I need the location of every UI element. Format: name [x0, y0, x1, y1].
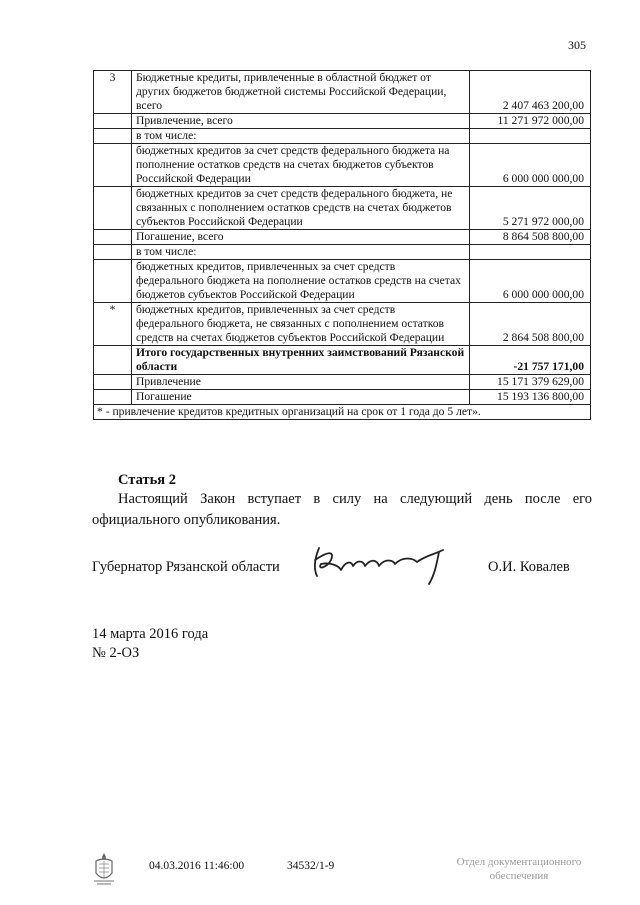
- row-amount: 11 271 972 000,00: [470, 114, 591, 129]
- row-amount: 6 000 000 000,00: [470, 260, 591, 303]
- law-date: [92, 625, 208, 663]
- row-name: в том числе:: [132, 129, 470, 144]
- signatory-title: Губернатор Рязанской области: [92, 559, 280, 575]
- table-footnote: * - привлечение кредитов кредитных организаций на срок от 1 года до 5 лет».: [94, 405, 591, 420]
- article-title: Статья 2: [118, 472, 176, 488]
- row-number: [94, 375, 132, 390]
- table-row: [94, 114, 591, 129]
- row-number: [94, 260, 132, 303]
- row-amount: 15 193 136 800,00: [470, 390, 591, 405]
- department-stamp-line: Отдел документационного: [456, 856, 582, 868]
- registration-datetime: 04.03.2016 11:46:00: [149, 860, 245, 872]
- row-name: Итого государственных внутренних заимствований Рязанской области: [132, 346, 470, 375]
- row-amount: -21 757 171,00: [470, 346, 591, 375]
- row-number: [94, 187, 132, 230]
- row-number: [94, 114, 132, 129]
- row-name: Погашение: [132, 390, 470, 405]
- table-footnote-row: [94, 405, 591, 420]
- page-number: 305: [568, 38, 586, 52]
- row-amount: 2 864 508 800,00: [470, 303, 591, 346]
- table-row: [94, 129, 591, 144]
- department-stamp-line: обеспечения: [489, 870, 549, 882]
- row-number: *: [94, 303, 132, 346]
- table-row: [94, 245, 591, 260]
- registration-number: 34532/1-9: [287, 860, 335, 872]
- table-row: [94, 303, 591, 346]
- coat-of-arms-icon: [91, 851, 117, 887]
- table-row: [94, 375, 591, 390]
- row-number: [94, 144, 132, 187]
- table-row: [94, 260, 591, 303]
- row-number: 3: [94, 71, 132, 114]
- row-amount: 5 271 972 000,00: [470, 187, 591, 230]
- row-number: [94, 346, 132, 375]
- row-name: бюджетных кредитов за счет средств федерального бюджета на пополнение остатков средств на счетах бюджетов субъектов Российской Федерации: [132, 144, 470, 187]
- row-name: Привлечение, всего: [132, 114, 470, 129]
- borrowings-table: [93, 70, 591, 420]
- table-body: [94, 71, 591, 420]
- signature-image: [305, 540, 465, 590]
- row-name: бюджетных кредитов, привлеченных за счет средств федерального бюджета, не связанных с пополнением остатков средств на счетах бюджетов субъектов Российской Федерации: [132, 303, 470, 346]
- table-row: [94, 187, 591, 230]
- row-amount: 15 171 379 629,00: [470, 375, 591, 390]
- table-row: [94, 390, 591, 405]
- row-name: бюджетных кредитов за счет средств федерального бюджета, не связанных с пополнением остатков средств на счетах бюджетов субъектов Российской Федерации: [132, 187, 470, 230]
- table-row: [94, 71, 591, 114]
- department-stamp: [444, 855, 594, 883]
- row-number: [94, 230, 132, 245]
- row-name: Привлечение: [132, 375, 470, 390]
- law-number: № 2-ОЗ: [92, 645, 140, 661]
- row-number: [94, 390, 132, 405]
- row-name: Погашение, всего: [132, 230, 470, 245]
- table-row: [94, 230, 591, 245]
- row-amount: 8 864 508 800,00: [470, 230, 591, 245]
- table-row: [94, 346, 591, 375]
- row-number: [94, 129, 132, 144]
- row-name: Бюджетные кредиты, привлеченные в областной бюджет от других бюджетов бюджетной системы Российской Федерации, всего: [132, 71, 470, 114]
- signatory-name: О.И. Ковалев: [488, 559, 570, 575]
- article-text: Настоящий Закон вступает в силу на следующий день после его официального опубликования.: [92, 491, 592, 528]
- row-name: бюджетных кредитов, привлеченных за счет средств федерального бюджета на пополнение остатков средств на счетах бюджетов субъектов Российской Федерации: [132, 260, 470, 303]
- row-name: в том числе:: [132, 245, 470, 260]
- row-number: [94, 245, 132, 260]
- row-amount: [470, 245, 591, 260]
- row-amount: [470, 129, 591, 144]
- table-row: [94, 144, 591, 187]
- row-amount: 6 000 000 000,00: [470, 144, 591, 187]
- row-amount: 2 407 463 200,00: [470, 71, 591, 114]
- date-line: 14 марта 2016 года: [92, 626, 209, 642]
